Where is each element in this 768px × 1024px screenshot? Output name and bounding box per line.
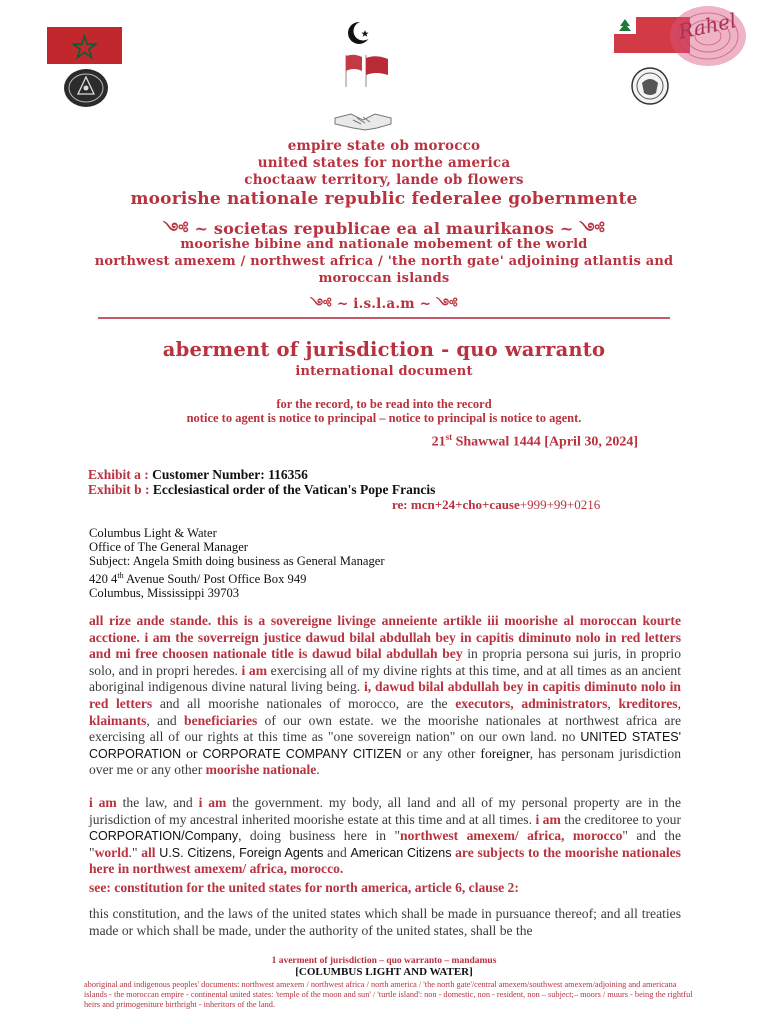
p2-c: i am [198, 795, 227, 810]
exhibit-b-label: Exhibit b : [88, 482, 150, 497]
header-line-3: choctaaw territory, lande ob flowers [244, 172, 524, 188]
p1-c: i am [241, 662, 268, 678]
p1-r: or any other [401, 745, 481, 761]
ornament-right-icon: ༺ [579, 219, 606, 238]
p2-j: " and the " [89, 828, 681, 860]
p1-u: moorishe nationale [205, 762, 317, 778]
address-line-4 [89, 569, 385, 586]
p2-a: i am [89, 795, 117, 810]
record-line-1: for the record, to be read into the record [276, 397, 492, 411]
record-line-2: notice to agent is notice to principal – notice to principal is notice to agent. [186, 411, 582, 425]
p2-l: ." [128, 844, 142, 860]
date-rest: Shawwal 1444 [April 30, 2024] [452, 434, 638, 450]
p1-d: exercising all of my divine rights at this time, and at all times as an ancient aboriginal indigenous divine natural living being. [89, 662, 681, 695]
header-line-1: empire state ob morocco [287, 138, 481, 154]
p2-g: CORPORATION/Company [89, 829, 239, 844]
document-title: aberment of jurisdiction - quo warranto [162, 338, 606, 361]
p1-g: executors, administrators [455, 695, 608, 711]
footer-line-1: 1 averment of jurisdiction – quo warranto – mandamus [271, 956, 497, 966]
footer-line-3: aboriginal and indigenous peoples' documents: northwest amexem / northwest africa / north america / 'the north gate'/central amexem/southwest amexem/adjoining and americana islands - the moroccan empire - continental united states: 'temple of the moon and sun' / 'turtle island': non - domestic, non - resident, non – subject;– moors / muurs - being the rightful heirs and primogeniture birthright - inheritors of the land. [84, 980, 693, 1009]
paragraph-3 [89, 880, 681, 897]
p2-f: the creditoree to your [560, 811, 681, 827]
p1-f: and all moorishe nationales of morocco, are the [152, 695, 456, 711]
date-sup: st [445, 432, 453, 442]
p2-m: all [141, 844, 156, 860]
header-line-8: moroccan islands [318, 271, 450, 286]
p2-i: northwest amexem/ africa, morocco [400, 828, 623, 844]
p1-e: i, dawud bilal abdullah bey in capitis diminuto nolo in red letters [89, 679, 681, 711]
p2-e: i am [535, 811, 561, 827]
crescent-star-icon [346, 20, 372, 46]
address-line-4a: 420 4 [89, 571, 118, 586]
address-line-4-sup: th [117, 570, 124, 580]
p1-k: klaimants [89, 712, 147, 728]
address-line-3: Subject: Angela Smith doing business as General Manager [89, 554, 385, 569]
header-line-7: northwest amexem / northwest africa / 'the north gate' adjoining atlantis and [94, 254, 674, 269]
address-block [89, 526, 385, 600]
p2-p: American Citizens [350, 845, 452, 860]
paragraph-4: this constitution, and the laws of the united states which shall be made in pursuance thereof; and all treaties made or which shall be made, under the authority of the united states, shall be the [89, 906, 681, 938]
p3-text: see: constitution for the united states for north america, article 6, clause 2: [89, 880, 519, 895]
header-line-5-text: ~ societas republicae ea al maurikanos ~ [194, 219, 574, 238]
exhibit-a-text: Customer Number: 116356 [152, 467, 308, 482]
exhibit-re-number: +999+99+0216 [519, 497, 601, 512]
exhibit-re-label: re: mcn+24+cho+cause [392, 497, 520, 512]
p1-b: in propria persona sui juris, in proprio solo, and in propri heredes. [89, 646, 681, 678]
p2-q: are subjects to the moorishe nationales here in northwest amexem/ africa, morocco. [89, 844, 681, 877]
ornament-left-icon: ༺ [310, 296, 332, 312]
p1-s: foreigner [480, 745, 530, 761]
p2-n: U.S. Citizens, Foreign Agents [155, 845, 324, 860]
p1-q: CORPORATE COMPANY CITIZEN [202, 746, 402, 761]
signature: Rahel [676, 8, 739, 44]
paragraph-1 [89, 613, 681, 779]
date-day: 21 [431, 434, 446, 450]
address-line-2: Office of The General Manager [89, 540, 248, 555]
address-line-5: Columbus, Mississippi 39703 [89, 586, 240, 600]
paragraph-2 [89, 795, 681, 878]
p2-h: , doing business here in " [238, 828, 401, 844]
header-divider [98, 317, 670, 319]
exhibit-re [392, 497, 600, 513]
footer-line-2: [COLUMBUS LIGHT AND WATER] [295, 966, 473, 978]
p1-o: UNITED STATES' CORPORATION [89, 730, 682, 761]
p2-k: world [94, 844, 129, 860]
waving-flags-image [340, 53, 390, 87]
exhibit-a [88, 467, 308, 483]
exhibit-a-label: Exhibit a : [88, 467, 149, 482]
p1-m: beneficiaries [184, 712, 258, 728]
p1-a: all rize ande stande. this is a sovereigne livinge anneiente artikle iii moorishe al moroccan kourte acctione. i am the soverreign justice dawud bilal abdullah bey in capitis diminuto nolo in red letters and mi free choosen nationale title is dawud bilal abdullah bey [89, 613, 681, 662]
ornament-left-icon: ༺ [162, 219, 189, 238]
header-line-2: united states for northe america [257, 155, 511, 171]
header-line-6: moorishe bibine and nationale mobement of the world [180, 237, 588, 252]
header-line-4: moorishe nationale republic federalee gobernmente [130, 189, 638, 209]
p2-o: and [323, 844, 351, 860]
exhibit-b-text: Ecclesiastical order of the Vatican's Pope Francis [152, 482, 436, 497]
p1-j: , [677, 695, 681, 711]
header-line-9 [0, 289, 768, 327]
p2-b: the law, and [116, 795, 199, 810]
p1-n: of our own estate. we the moorishe nationales at northwest africa are exercising all of our rights at this time as "one sovereign nation" on our own land. no [89, 712, 682, 745]
address-line-1: Columbus Light & Water [89, 526, 217, 540]
morocco-flag-image [47, 27, 122, 64]
handshake-icon [333, 108, 393, 134]
header-line-9-text: ~ i.s.l.a.m ~ [336, 296, 432, 312]
p1-i: kreditores [618, 695, 678, 711]
seal-left-image [63, 68, 109, 108]
ornament-right-icon: ༺ [436, 296, 458, 312]
seal-right-image [630, 67, 670, 105]
address-line-4b: Avenue South/ Post Office Box 949 [123, 571, 307, 586]
p1-v: . [316, 762, 320, 778]
document-subtitle: international document [295, 364, 473, 379]
p1-t: , has personam jurisdiction over me or any other [89, 745, 681, 778]
p1-l: , and [146, 712, 185, 728]
p1-h: , [607, 695, 619, 711]
exhibit-b [88, 482, 435, 498]
p1-p: or [181, 745, 203, 761]
p2-d: the government. my body, all land and all of my personal property are in the jurisdiction of my ancestral inherited moorishe estate at this time and at all times. [89, 795, 682, 827]
document-date [432, 432, 638, 451]
